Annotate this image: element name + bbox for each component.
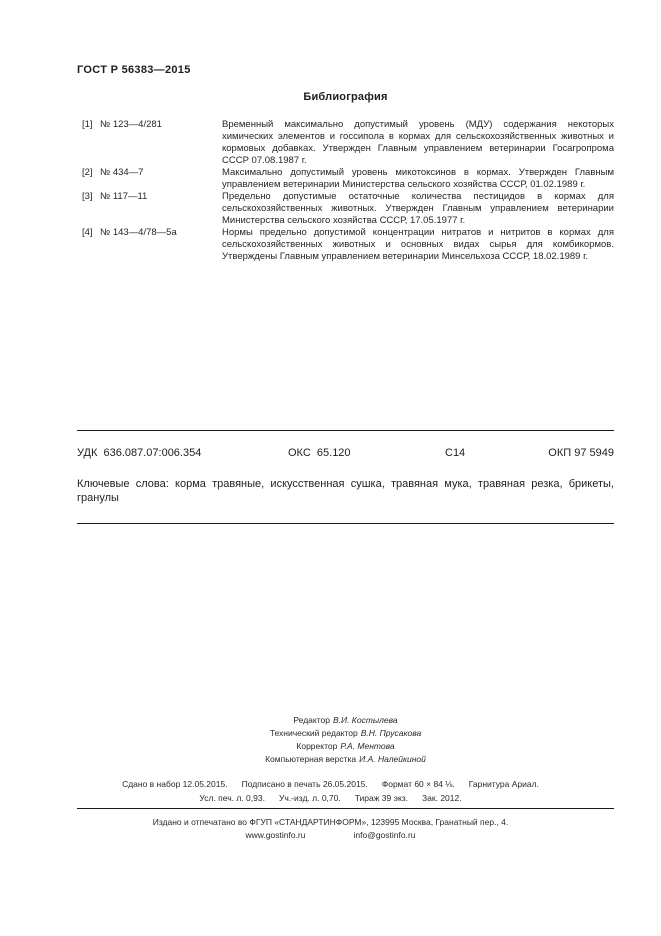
bib-entry-text: Предельно допустимые остаточные количества пестицидов в кормах для сельскохозяйственных животных. Утвержден Главным управлением ветеринарии Министерства сельского хозяйства СССР, 17.05.1977 г. [222, 191, 614, 226]
bib-entry-label [82, 119, 222, 131]
bib-entry-text: Максимально допустимый уровень микотоксинов в кормах. Утвержден Главным управлением ветеринарии Министерства сельского хозяйства СССР, 01.02.1989 г. [222, 167, 614, 190]
udk-code: УДК 636.087.07:006.354 [77, 447, 202, 459]
bib-entry-index: [2] [82, 167, 93, 178]
imprint-order-number: Зак. 2012. [422, 793, 462, 803]
credit-name: Р.А. Ментова [340, 741, 395, 751]
bib-entry-text: Временный максимально допустимый уровень (МДУ) содержания некоторых химических элементов и госсипола в кормах для сельскохозяйственных животных и кормовых добавках. Утвержден Главным управлением ветеринарии Госагропрома СССР 07.08.1987 г. [222, 119, 614, 166]
bib-entry-ref: № 117—11 [100, 191, 148, 202]
bib-entry-ref: № 143—4/78—5а [100, 227, 177, 238]
publisher-contacts [0, 829, 661, 842]
bib-entry-label [82, 191, 222, 203]
bib-entry-text: Нормы предельно допустимой концентрации нитратов и нитритов в кормах для сельскохозяйственных животных и основных видах сырья для комбикормов. Утверждены Главным управлением ветеринарии Минсельхоза СССР, 18.02.1989 г. [222, 227, 614, 262]
credits-block [77, 714, 614, 766]
imprint-publisher-sheets: Уч.-изд. л. 0,70. [278, 793, 341, 803]
credit-role: Компьютерная верстка [265, 754, 357, 764]
credit-name: В.Н. Прусакова [360, 728, 422, 738]
classification-row [0, 447, 661, 461]
imprint-format: Формат 60 × 84 ⅛. [381, 779, 455, 789]
group-code: С14 [445, 447, 466, 459]
publisher-block [0, 816, 661, 842]
publisher-email: info@gostinfo.ru [353, 830, 416, 840]
credit-role: Технический редактор [269, 728, 358, 738]
credit-name: И.А. Налейкиной [359, 754, 426, 764]
imprint-line-2 [0, 791, 661, 805]
bibliography-entry [82, 227, 614, 263]
imprint-block [0, 777, 661, 805]
imprint-line-1 [0, 777, 661, 791]
okp-code: ОКП 97 5949 [548, 447, 614, 459]
bibliography-entry [82, 191, 614, 227]
credit-name: В.И. Костылева [332, 715, 398, 725]
bib-entry-index: [4] [82, 227, 93, 238]
imprint-print-run: Тираж 39 экз. [354, 793, 409, 803]
credit-role: Корректор [296, 741, 338, 751]
bib-entry-index: [3] [82, 191, 93, 202]
oks-code: ОКС 65.120 [288, 447, 351, 459]
bib-entry-index: [1] [82, 119, 93, 130]
credit-line [77, 740, 614, 753]
credit-line [77, 753, 614, 766]
bibliography-entry [82, 167, 614, 191]
divider-below-keywords [77, 523, 614, 524]
bib-entry-ref: № 123—4/281 [100, 119, 162, 130]
bibliography-list [82, 119, 614, 263]
credit-role: Редактор [293, 715, 330, 725]
imprint-print-date: Подписано в печать 26.05.2015. [241, 779, 368, 789]
divider-above-publisher [77, 808, 614, 809]
imprint-printed-sheets: Усл. печ. л. 0,93. [199, 793, 265, 803]
imprint-typeface: Гарнитура Ариал. [468, 779, 539, 789]
publisher-website: www.gostinfo.ru [245, 830, 306, 840]
keywords-paragraph: Ключевые слова: корма травяные, искусственная сушка, травяная мука, травяная резка, брикеты, гранулы [77, 478, 614, 504]
bib-entry-label [82, 167, 222, 179]
doc-number: ГОСТ Р 56383—2015 [77, 64, 191, 76]
credit-line [77, 714, 614, 727]
section-title: Библиография [303, 91, 388, 103]
bibliography-entry [82, 119, 614, 167]
publisher-address: Издано и отпечатано во ФГУП «СТАНДАРТИНФОРМ», 123995 Москва, Гранатный пер., 4. [152, 817, 509, 827]
credit-line [77, 727, 614, 740]
imprint-typeset-date: Сдано в набор 12.05.2015. [122, 779, 228, 789]
divider-above-classification [77, 430, 614, 431]
bib-entry-label [82, 227, 222, 239]
bib-entry-ref: № 434—7 [100, 167, 144, 178]
